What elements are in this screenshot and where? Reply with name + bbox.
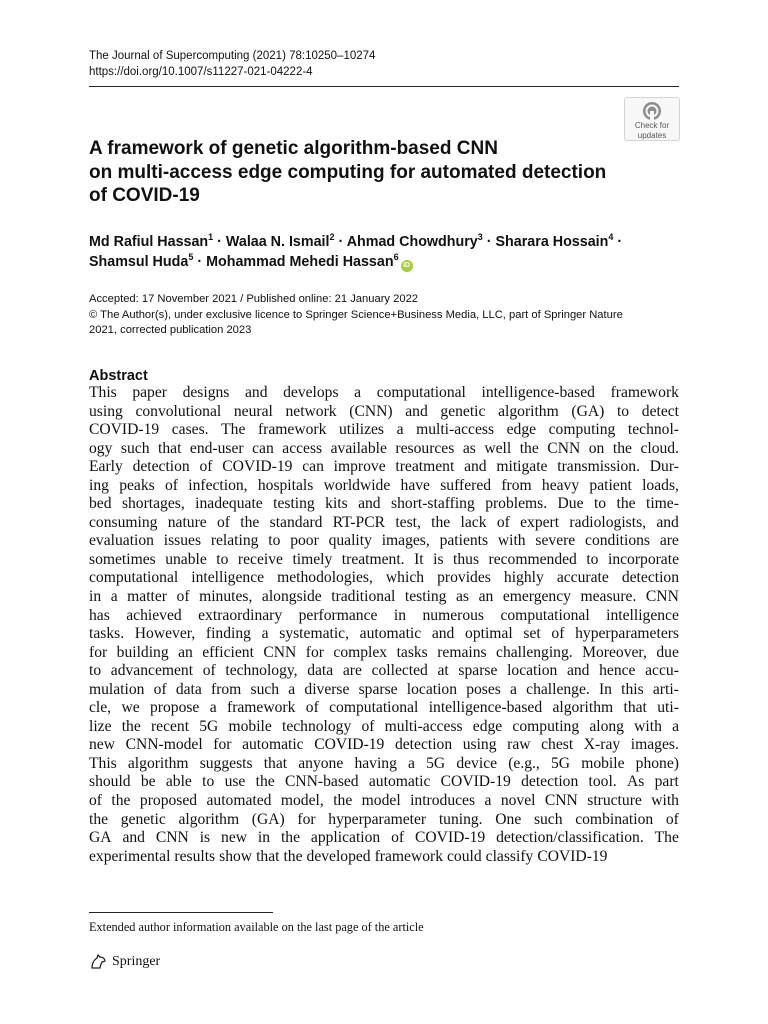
check-for-updates-icon [642, 101, 662, 121]
abstract-line: to advancement of technology, data are collected at sparse location and hence accu- [89, 662, 679, 680]
affiliation-mark: 4 [608, 232, 614, 242]
check-for-updates-badge[interactable] [624, 97, 680, 141]
abstract-line: mulation of data from such a diverse sparse location poses a challenge. In this arti- [89, 680, 679, 698]
author-name: Ahmad Chowdhury [346, 234, 478, 250]
abstract-line: bed shortages, inadequate testing kits and short-staffing problems. Due to the time- [89, 495, 679, 513]
springer-horse-icon [89, 954, 107, 970]
title-line: on multi-access edge computing for automated detection [89, 161, 607, 183]
abstract-line: ogy such that end-user can access available resources as well the CNN on the cloud. [89, 439, 679, 457]
abstract-body [89, 384, 679, 866]
abstract-line: lize the recent 5G mobile technology of multi-access edge computing along with a [89, 717, 679, 735]
author-name: Sharara Hossain [495, 234, 609, 250]
abstract-line: for building an efficient CNN for complex tasks remains challenging. Moreover, due [89, 643, 679, 661]
abstract-line: ing peaks of infection, hospitals worldwide have suffered from heavy patient loads, [89, 476, 679, 494]
abstract-line: Early detection of COVID-19 can improve treatment and mitigate transmission. Dur- [89, 458, 679, 476]
copyright-line: © The Author(s), under exclusive licence to Springer Science+Business Media, LLC, part of Springer Nature [89, 308, 623, 321]
abstract-line: has achieved extraordinary performance in numerous computational intelligence [89, 606, 679, 624]
author-separator: · [617, 234, 623, 250]
journal-header [89, 49, 375, 80]
abstract-line: COVID-19 cases. The framework utilizes a multi-access edge computing technol- [89, 421, 679, 439]
abstract-line: tasks. However, finding a systematic, automatic and optimal set of hyperparameters [89, 625, 679, 643]
author-line-2 [89, 253, 689, 273]
copyright-line: 2021, corrected publication 2023 [89, 324, 252, 336]
affiliation-mark: 1 [208, 232, 214, 242]
abstract-line: consuming nature of the standard RT-PCR test, the lack of expert radiologists, and [89, 513, 679, 531]
affiliation-mark: 6 [393, 251, 399, 262]
publication-dates: Accepted: 17 November 2021 / Published online: 21 January 2022 [89, 293, 419, 305]
abstract-line: the genetic algorithm (GA) for hyperparameter tuning. One such combination of [89, 810, 679, 828]
author-name: Md Rafiul Hassan [89, 234, 209, 250]
author-name: Shamsul Huda [89, 253, 189, 270]
affiliation-mark: 3 [477, 232, 483, 242]
affiliation-mark: 2 [329, 232, 335, 242]
check-for-updates-line1: Check for [634, 121, 670, 130]
author-separator: · [217, 234, 222, 250]
publication-info [89, 292, 623, 339]
publisher-logo [89, 954, 160, 970]
abstract-line: evaluation issues relating to poor quality images, patients with severe conditions are [89, 532, 679, 550]
abstract-line: new CNN-model for automatic COVID-19 detection using raw chest X-ray images. [89, 736, 679, 754]
abstract-line: using convolutional neural network (CNN) and genetic algorithm (GA) to detect [89, 402, 679, 420]
abstract-line: cle, we propose a framework of computational intelligence-based algorithm that uti- [89, 699, 679, 717]
doi-link[interactable]: https://doi.org/10.1007/s11227-021-04222-4 [89, 65, 313, 78]
abstract-line: experimental results show that the developed framework could classify COVID-19 [89, 847, 608, 865]
abstract-line: This algorithm suggests that anyone having a 5G device (e.g., 5G mobile phone) [89, 754, 679, 772]
header-rule [89, 86, 679, 87]
author-name: Walaa N. Ismail [225, 234, 330, 250]
author-list [89, 233, 689, 272]
footnote: Extended author information available on the last page of the article [89, 920, 424, 934]
affiliation-mark: 5 [188, 251, 194, 262]
abstract-line: This paper designs and develops a computational intelligence-based framework [89, 384, 679, 401]
author-separator: · [197, 253, 203, 270]
author-separator: · [338, 234, 344, 250]
abstract-line: in a matter of minutes, alongside traditional testing as an emergency measure. CNN [89, 588, 679, 606]
check-for-updates-line2: updates [637, 130, 667, 140]
abstract-line: computational intelligence methodologies, which provides highly accurate detection [89, 569, 679, 587]
journal-citation: The Journal of Supercomputing (2021) 78:10250–10274 [89, 50, 376, 62]
orcid-icon[interactable]: iD [401, 260, 413, 272]
title-line: of COVID-19 [89, 185, 200, 206]
abstract-line: GA and CNN is new in the application of COVID-19 detection/classification. The [89, 829, 679, 847]
abstract-line: sometimes unable to receive timely treatment. It is thus recommended to incorporate [89, 550, 679, 568]
author-name: Mohammad Mehedi Hassan [206, 253, 394, 270]
author-separator: · [486, 234, 492, 250]
abstract-line: of the proposed automated model, the model introduces a novel CNN structure with [89, 792, 679, 810]
author-line-1 [89, 233, 689, 253]
publisher-name: Springer [112, 954, 161, 969]
abstract-heading: Abstract [89, 368, 148, 384]
paper-title [89, 137, 629, 208]
title-line: A framework of genetic algorithm-based CNN [89, 138, 498, 159]
abstract-line: should be able to use the CNN-based automatic COVID-19 detection tool. As part [89, 773, 679, 791]
footnote-rule [89, 912, 273, 913]
